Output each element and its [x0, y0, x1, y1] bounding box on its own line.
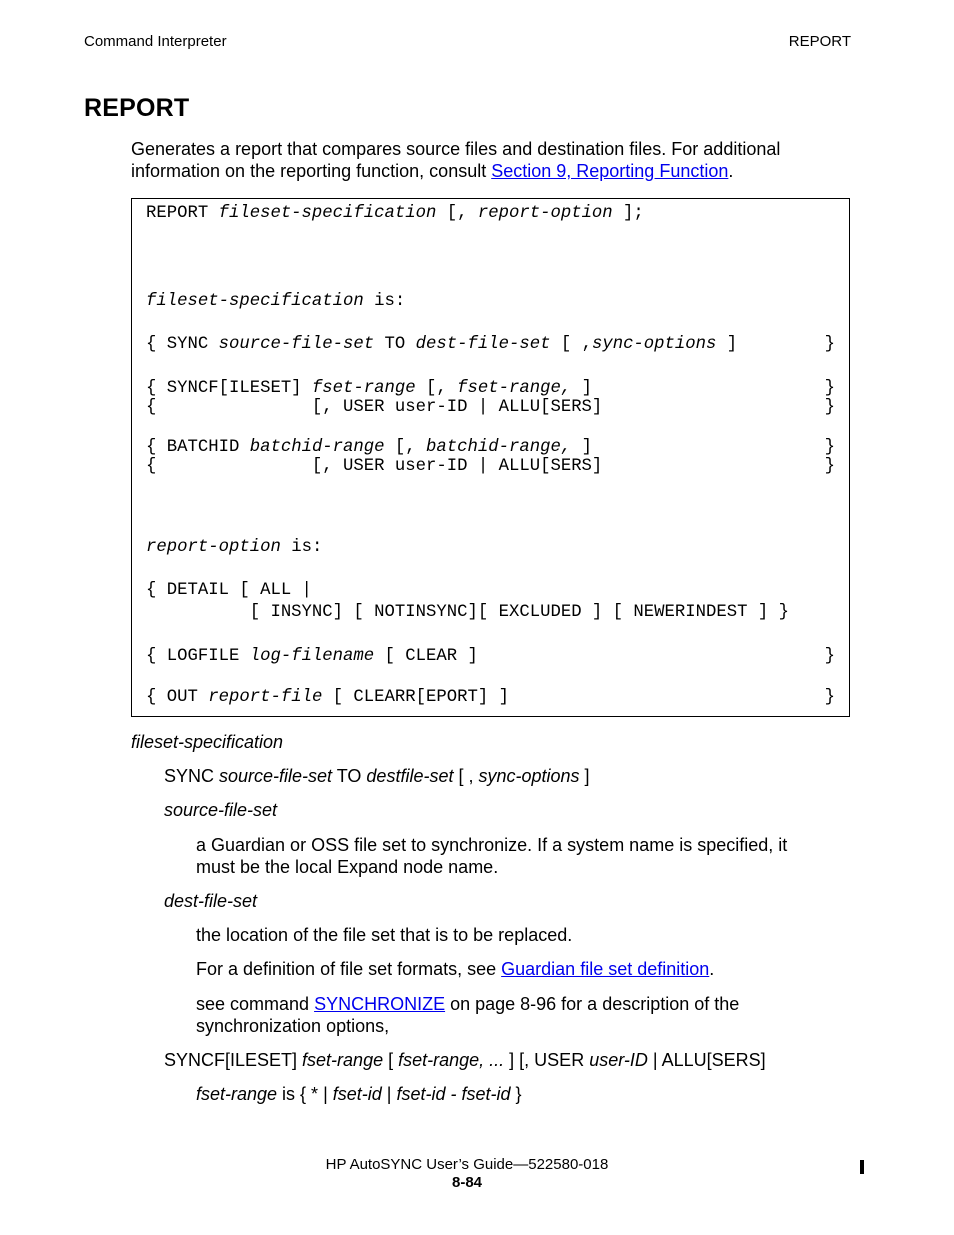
syntax-line-report: REPORT fileset-specification [, report-option ];	[146, 204, 644, 223]
intro-line-1: Generates a report that compares source files and destination files. For additional	[131, 139, 781, 159]
syntax-line-batchid: { BATCHID batchid-range [, batchid-range, ]	[146, 438, 592, 457]
syntax-line-detail-options: [ INSYNC] [ NOTINSYNC][ EXCLUDED ] [ NEWERINDEST ] }	[146, 603, 789, 622]
running-header-left: Command Interpreter	[84, 33, 227, 50]
brace: }	[824, 379, 835, 398]
synchronize-note: see command SYNCHRONIZE on page 8-96 for a description of the synchronization options,	[196, 994, 740, 1036]
brace: }	[824, 438, 835, 457]
syntax-box	[131, 198, 850, 717]
footer-title: HP AutoSYNC User’s Guide—522580-018	[325, 1156, 609, 1173]
brace: }	[824, 688, 835, 707]
synchronize-link[interactable]: SYNCHRONIZE	[314, 994, 446, 1014]
dest-file-set-definition: the location of the file set that is to be replaced.	[196, 925, 573, 945]
syntax-line-out: { OUT report-file [ CLEARR[EPORT] ]	[146, 688, 509, 707]
term-dest-file-set: dest-file-set	[164, 891, 258, 911]
syntax-line-logfile: { LOGFILE log-filename [ CLEAR ]	[146, 647, 478, 666]
page-number: 8-84	[451, 1174, 483, 1191]
file-set-format-note: For a definition of file set formats, see Guardian file set definition.	[196, 959, 715, 979]
term-source-file-set: source-file-set	[164, 800, 278, 820]
section-9-link[interactable]: Section 9, Reporting Function	[491, 161, 729, 181]
sync-syntax: SYNC source-file-set TO destfile-set [ , sync-options ]	[164, 766, 590, 786]
syntax-line-syncf-user: { [, USER user-ID | ALLU[SERS]	[146, 398, 603, 417]
guardian-file-set-link[interactable]: Guardian file set definition	[501, 959, 710, 979]
brace: }	[824, 457, 835, 476]
brace: }	[824, 398, 835, 417]
intro-paragraph	[131, 138, 851, 182]
brace: }	[824, 335, 835, 354]
fset-range-definition: fset-range is { * | fset-id | fset-id - fset-id }	[196, 1084, 522, 1104]
change-bar	[860, 1160, 864, 1174]
syntax-line-batchid-user: { [, USER user-ID | ALLU[SERS]	[146, 457, 603, 476]
source-file-set-definition: a Guardian or OSS file set to synchronize. If a system name is specified, it must be the local Expand node name.	[196, 835, 788, 877]
term-fileset-specification: fileset-specification	[131, 732, 284, 752]
running-header-right: REPORT	[788, 33, 851, 50]
syntax-line-detail: { DETAIL [ ALL |	[146, 581, 312, 600]
syntax-line-report-option: report-option is:	[146, 538, 323, 557]
syncf-syntax: SYNCF[ILESET] fset-range [ fset-range, ... ] [, USER user-ID | ALLU[SERS]	[164, 1050, 766, 1070]
syntax-line-sync: { SYNC source-file-set TO dest-file-set [ ,sync-options ]	[146, 335, 738, 354]
page-title: REPORT	[84, 94, 190, 122]
syntax-line-syncf: { SYNCF[ILESET] fset-range [, fset-range, ]	[146, 379, 592, 398]
intro-line-2: information on the reporting function, consult Section 9, Reporting Function.	[131, 161, 734, 181]
syntax-line-fileset-spec: fileset-specification is:	[146, 292, 406, 311]
brace: }	[824, 647, 835, 666]
